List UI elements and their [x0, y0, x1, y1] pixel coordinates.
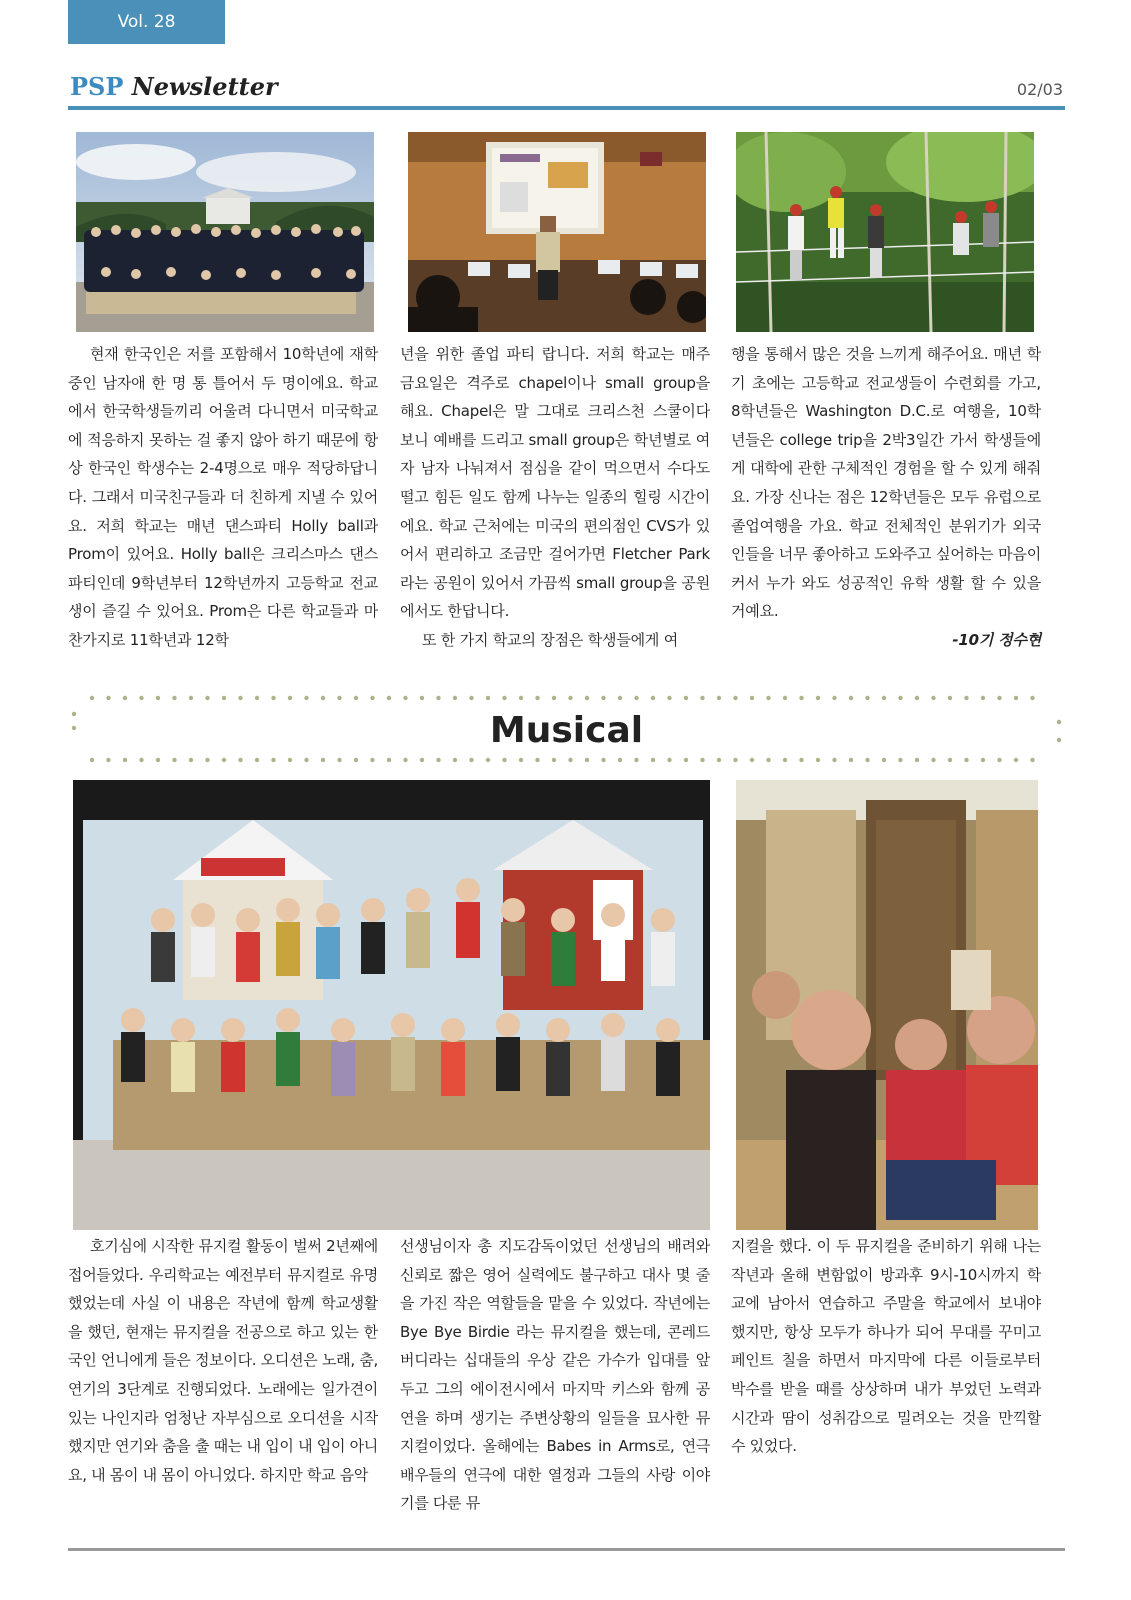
frame-dot [568, 758, 572, 762]
classroom-presentation-photo [408, 132, 706, 332]
frame-dot [238, 696, 242, 700]
frame-dot [667, 758, 671, 762]
frame-dot [354, 696, 358, 700]
frame-dot [420, 758, 424, 762]
frame-dot [255, 696, 259, 700]
frame-dot [387, 758, 391, 762]
frame-dot [816, 696, 820, 700]
page-number: 02/03 [1016, 80, 1063, 99]
article1-paragraph-1: 현재 한국인은 저를 포함해서 10학년에 재학중인 남자애 한 명 통 틀어서 두 명이에요. 학교에서 한국학생들끼리 어울려 다니면서 미국학교에 적응하지 못하는 걸 좋지 않아 하기 때문에 항상 한국인 학생수는 2-4명으로 매우 적당하답니다. 그래서 미국친구들과 더 친하게 지낼 수 있어요. 저희 학교는 매년 댄스파티 Holly ball과 Prom이 있어요. Holly ball은 크리스마스 댄스파티인데 9학년부터 12학년까지 고등학교 전교생이 즐길 수 있어요. Prom은 다른 학교들과 마찬가지로 11학년과 12학 [68, 345, 378, 649]
article1-signature: -10기 정수현 [952, 630, 1041, 649]
frame-dot [469, 696, 473, 700]
frame-dot [238, 758, 242, 762]
frame-dot [370, 758, 374, 762]
frame-dot [964, 696, 968, 700]
frame-dot [189, 758, 193, 762]
frame-dot [519, 696, 523, 700]
frame-dot [337, 758, 341, 762]
frame-dot [90, 696, 94, 700]
frame-dot [915, 758, 919, 762]
frame-dot [948, 758, 952, 762]
frame-dot [453, 758, 457, 762]
frame-dot [222, 696, 226, 700]
frame-dot [123, 758, 127, 762]
frame-dot [799, 758, 803, 762]
section-title: Musical [489, 710, 644, 751]
article2-column-1 [68, 1232, 378, 1489]
frame-dot [453, 696, 457, 700]
frame-dot [684, 696, 688, 700]
frame-dot [420, 696, 424, 700]
frame-dot [271, 758, 275, 762]
frame-dot [997, 696, 1001, 700]
group-photo-white-house [76, 132, 374, 332]
article1-column-1 [68, 340, 378, 655]
frame-dot [766, 758, 770, 762]
article2-paragraph-3: 지컬을 했다. 이 두 뮤지컬을 준비하기 위해 나는 작년과 올해 변함없이 방과후 9시-10시까지 학교에 남아서 연습하고 주말을 학교에서 보내야 했지만, 항상 모두가 하나가 되어 무대를 꾸미고 페인트 칠을 하면서 마지막에 다른 이들로부터 박수를 받을 때를 상상하며 내가 부었던 노력과시간과 땀이 성취감으로 밀려오는 것을 만끽할 수 있었다. [731, 1237, 1041, 1456]
article1-paragraph-3: 또 한 가지 학교의 장점은 학생들에게 여 [422, 630, 679, 649]
frame-dot [172, 696, 176, 700]
musical-cast-photo [73, 780, 710, 1230]
frame-dot [205, 758, 209, 762]
frame-dot [948, 696, 952, 700]
footer-rule [68, 1548, 1065, 1551]
frame-dot [535, 758, 539, 762]
frame-dot [634, 758, 638, 762]
frame-dot [981, 696, 985, 700]
frame-dot [321, 696, 325, 700]
frame-dot [519, 758, 523, 762]
frame-dot [651, 758, 655, 762]
article2-paragraph-2: 선생님이자 총 지도감독이었던 선생님의 배려와 신뢰로 짧은 영어 실력에도 불구하고 대사 몇 줄을 가진 작은 역할들을 맡을 수 있었다. 작년에는 Bye Bye Birdie 라는 뮤지컬을 했는데, 콘레드 버디라는 십대들의 우상 같은 가수가 입대를 앞두고 그의 에이전시에서 마지막 키스와 함께 공연을 하며 생기는 주변상황의 일들을 묘사한 뮤지컬이었다. 올해에는 Babes in Arms로, 연극배우들의 연극에 대한 열정과 그들의 사랑 이야기를 다룬 뮤 [400, 1237, 710, 1513]
frame-dot [783, 758, 787, 762]
frame-dot [601, 696, 605, 700]
frame-dot [156, 696, 160, 700]
frame-dot [403, 758, 407, 762]
frame-dot [486, 758, 490, 762]
frame-dot [189, 696, 193, 700]
frame-dot [1014, 758, 1018, 762]
frame-dot [733, 758, 737, 762]
frame-dot [172, 758, 176, 762]
frame-dot [717, 696, 721, 700]
frame-dot [849, 696, 853, 700]
frame-dot [783, 696, 787, 700]
frame-dot [601, 758, 605, 762]
frame-dot [832, 696, 836, 700]
frame-dot [898, 758, 902, 762]
frame-dot [651, 696, 655, 700]
frame-dot [139, 758, 143, 762]
article2-column-2 [400, 1232, 710, 1518]
frame-dot [964, 758, 968, 762]
frame-dot [271, 696, 275, 700]
frame-dot [799, 696, 803, 700]
frame-dot [304, 696, 308, 700]
article1-column-3 [731, 340, 1041, 655]
article1-paragraph-4: 행을 통해서 많은 것을 느끼게 해주어요. 매년 학기 초에는 고등학교 전교생들이 수련회를 가고, 8학년들은 Washington D.C.로 여행을, 10학년들은 college trip을 2박3일간 가서 학생들에게 대학에 관한 구체적인 경험을 할 수 있게 해줘요. 가장 신나는 점은 12학년들은 모두 유럽으로 졸업여행을 가요. 학교 전체적인 분위기가 외국인들을 너무 좋아하고 도와주고 싶어하는 마음이 커서 누가 와도 성공적인 유학 생활 할 수 있을 거예요. [731, 345, 1041, 621]
frame-dot [618, 696, 622, 700]
frame-dot [981, 758, 985, 762]
frame-dot [321, 758, 325, 762]
frame-dot [502, 696, 506, 700]
frame-dot [1014, 696, 1018, 700]
frame-dot [106, 696, 110, 700]
frame-dot [750, 696, 754, 700]
frame-dot [832, 758, 836, 762]
frame-dot [1030, 696, 1034, 700]
frame-dot [139, 696, 143, 700]
frame-dot [387, 696, 391, 700]
brand-psp: PSP [70, 72, 124, 101]
frame-dot [469, 758, 473, 762]
frame-dot [288, 696, 292, 700]
musical-section-header [68, 692, 1065, 774]
frame-dot [684, 758, 688, 762]
frame-dot [552, 758, 556, 762]
frame-dot [997, 758, 1001, 762]
frame-dot [865, 758, 869, 762]
volume-label: Vol. 28 [117, 12, 176, 32]
frame-dot [882, 758, 886, 762]
frame-dot [750, 758, 754, 762]
volume-tab [68, 0, 225, 44]
frame-dot [436, 758, 440, 762]
frame-dot [585, 758, 589, 762]
ropes-course-photo [736, 132, 1034, 332]
frame-dot [486, 696, 490, 700]
frame-dot [585, 696, 589, 700]
frame-dot [849, 758, 853, 762]
frame-dot [733, 696, 737, 700]
frame-dot [502, 758, 506, 762]
frame-dot [354, 758, 358, 762]
frame-dot [337, 696, 341, 700]
article2-paragraph-1: 호기심에 시작한 뮤지컬 활동이 벌써 2년째에 접어들었다. 우리학교는 예전부터 뮤지컬로 유명했었는데 사실 이 내용은 작년에 함께 학교생활을 했던, 현재는 뮤지컬을 전공으로 하고 있는 한국인 언니에게 들은 정보이다. 오디션은 노래, 춤, 연기의 3단계로 진행되었다. 노래에는 일가견이 있는 나인지라 엄청난 자부심으로 오디션을 시작했지만 연기와 춤을 출 때는 내 입이 내 입이 아니요, 내 몸이 내 몸이 아니었다. 하지만 학교 음악 [68, 1237, 378, 1484]
brand-newsletter: Newsletter [131, 72, 278, 101]
frame-dot [700, 758, 704, 762]
frame-dot [205, 696, 209, 700]
newsletter-masthead [70, 72, 278, 101]
frame-dot [865, 696, 869, 700]
frame-dot [882, 696, 886, 700]
frame-dot [535, 696, 539, 700]
frame-dot [766, 696, 770, 700]
frame-dot [156, 758, 160, 762]
frame-dot [931, 758, 935, 762]
frame-dot [1030, 758, 1034, 762]
frame-dot [288, 758, 292, 762]
frame-dot [552, 696, 556, 700]
frame-dot [898, 696, 902, 700]
frame-dot [106, 758, 110, 762]
frame-dot [915, 696, 919, 700]
article2-column-3 [731, 1232, 1041, 1461]
frame-dot [370, 696, 374, 700]
frame-dot [700, 696, 704, 700]
frame-dot [255, 758, 259, 762]
frame-dot [222, 758, 226, 762]
frame-dot [304, 758, 308, 762]
backstage-students-photo [736, 780, 1038, 1230]
frame-dot [816, 758, 820, 762]
frame-dot [403, 696, 407, 700]
frame-dot [667, 696, 671, 700]
frame-dot [123, 696, 127, 700]
frame-dot [618, 758, 622, 762]
frame-dot [931, 696, 935, 700]
article1-paragraph-2: 년을 위한 졸업 파티 랍니다. 저희 학교는 매주 금요일은 격주로 chapel이나 small group을 해요. Chapel은 말 그대로 크리스천 스쿨이다 보니 예배를 드리고 small group은 학년별로 여자 남자 나눠져서 점심을 같이 먹으면서 수다도 떨고 힘든 일도 함께 나누는 일종의 힐링 시간이에요. 학교 근처에는 미국의 편의점인 CVS가 있어서 편리하고 조금만 걸어가면 Fletcher Park라는 공원이 있어서 가끔씩 small group을 공원에서도 한답니다. [400, 345, 710, 621]
frame-dot [436, 696, 440, 700]
article1-column-2 [400, 340, 710, 655]
frame-dot [634, 696, 638, 700]
frame-dot [717, 758, 721, 762]
frame-dot [568, 696, 572, 700]
frame-dot [90, 758, 94, 762]
header-rule [68, 106, 1065, 110]
